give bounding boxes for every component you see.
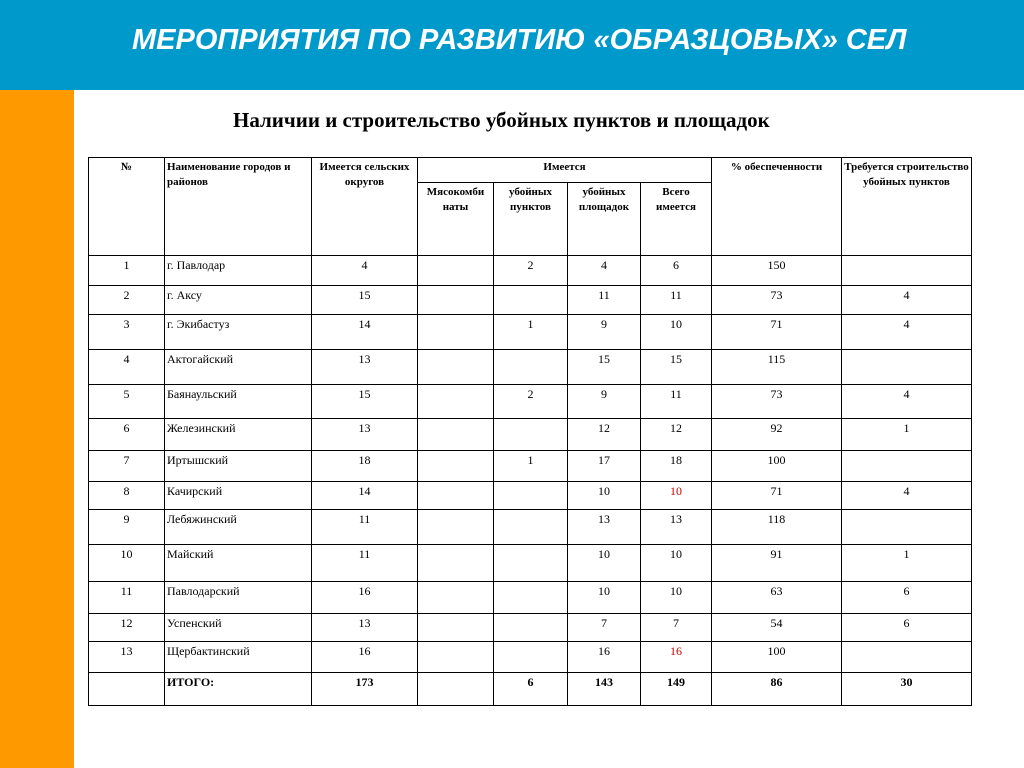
total-districts: 173 [312, 673, 418, 706]
cell-required: 4 [842, 482, 972, 510]
cell-name: Железинский [165, 419, 312, 451]
cell-total: 10 [641, 545, 712, 582]
cell-name: Иртышский [165, 451, 312, 482]
cell-num: 10 [89, 545, 165, 582]
cell-sites: 10 [568, 545, 641, 582]
cell-percent: 73 [712, 286, 842, 315]
cell-sites: 7 [568, 614, 641, 642]
cell-required [842, 256, 972, 286]
cell-name: Майский [165, 545, 312, 582]
total-total: 149 [641, 673, 712, 706]
cell-name: Актогайский [165, 350, 312, 385]
table-row [89, 286, 972, 315]
header-points: убойных пунктов [494, 183, 568, 256]
cell-districts: 14 [312, 315, 418, 350]
total-num [89, 673, 165, 706]
cell-districts: 13 [312, 419, 418, 451]
cell-points: 1 [494, 315, 568, 350]
cell-percent: 100 [712, 642, 842, 673]
cell-required: 1 [842, 419, 972, 451]
total-points: 6 [494, 673, 568, 706]
cell-districts: 18 [312, 451, 418, 482]
cell-name: Баянаульский [165, 385, 312, 419]
cell-required: 1 [842, 545, 972, 582]
cell-meat [418, 419, 494, 451]
cell-points [494, 286, 568, 315]
cell-total: 11 [641, 286, 712, 315]
header-total: Всего имеется [641, 183, 712, 256]
table-row [89, 545, 972, 582]
cell-meat [418, 385, 494, 419]
cell-total: 10 [641, 582, 712, 614]
cell-total: 7 [641, 614, 712, 642]
cell-sites: 15 [568, 350, 641, 385]
header-name: Наименование городов и районов [165, 158, 312, 256]
cell-percent: 71 [712, 482, 842, 510]
cell-percent: 54 [712, 614, 842, 642]
cell-num: 7 [89, 451, 165, 482]
cell-meat [418, 642, 494, 673]
cell-points: 1 [494, 451, 568, 482]
cell-meat [418, 510, 494, 545]
cell-required [842, 510, 972, 545]
cell-points [494, 510, 568, 545]
cell-sites: 13 [568, 510, 641, 545]
cell-points [494, 642, 568, 673]
cell-sites: 16 [568, 642, 641, 673]
cell-points [494, 482, 568, 510]
cell-percent: 115 [712, 350, 842, 385]
cell-meat [418, 315, 494, 350]
cell-name: Качирский [165, 482, 312, 510]
table-row [89, 642, 972, 673]
cell-required [842, 642, 972, 673]
cell-districts: 16 [312, 582, 418, 614]
cell-districts: 15 [312, 385, 418, 419]
cell-points: 2 [494, 385, 568, 419]
table-row [89, 482, 972, 510]
cell-sites: 9 [568, 385, 641, 419]
cell-percent: 100 [712, 451, 842, 482]
cell-percent: 92 [712, 419, 842, 451]
cell-sites: 9 [568, 315, 641, 350]
cell-num: 12 [89, 614, 165, 642]
side-stripe [0, 90, 74, 768]
table-row [89, 451, 972, 482]
cell-total: 16 [641, 642, 712, 673]
table-row [89, 315, 972, 350]
cell-sites: 12 [568, 419, 641, 451]
cell-percent: 118 [712, 510, 842, 545]
cell-percent: 91 [712, 545, 842, 582]
cell-districts: 16 [312, 642, 418, 673]
cell-districts: 13 [312, 614, 418, 642]
cell-required [842, 451, 972, 482]
cell-meat [418, 286, 494, 315]
cell-sites: 10 [568, 482, 641, 510]
cell-percent: 73 [712, 385, 842, 419]
cell-total: 10 [641, 315, 712, 350]
cell-name: Щербактинский [165, 642, 312, 673]
cell-required: 4 [842, 286, 972, 315]
cell-sites: 17 [568, 451, 641, 482]
cell-districts: 14 [312, 482, 418, 510]
cell-meat [418, 482, 494, 510]
cell-total: 12 [641, 419, 712, 451]
table-row [89, 582, 972, 614]
cell-num: 11 [89, 582, 165, 614]
cell-total: 6 [641, 256, 712, 286]
cell-num: 9 [89, 510, 165, 545]
cell-name: г. Павлодар [165, 256, 312, 286]
header-meat: Мясокомби наты [418, 183, 494, 256]
table-row [89, 510, 972, 545]
table-row [89, 350, 972, 385]
cell-districts: 15 [312, 286, 418, 315]
header-num: № [89, 158, 165, 256]
cell-total: 18 [641, 451, 712, 482]
cell-required [842, 350, 972, 385]
cell-num: 8 [89, 482, 165, 510]
cell-sites: 10 [568, 582, 641, 614]
table-subtitle: Наличии и строительство убойных пунктов и площадок [233, 108, 770, 132]
cell-districts: 13 [312, 350, 418, 385]
cell-total: 10 [641, 482, 712, 510]
cell-num: 13 [89, 642, 165, 673]
cell-meat [418, 256, 494, 286]
cell-num: 2 [89, 286, 165, 315]
cell-total: 15 [641, 350, 712, 385]
cell-total: 13 [641, 510, 712, 545]
cell-sites: 11 [568, 286, 641, 315]
cell-num: 6 [89, 419, 165, 451]
cell-num: 3 [89, 315, 165, 350]
header-percent: % обеспеченности [712, 158, 842, 256]
cell-meat [418, 451, 494, 482]
table-row [89, 614, 972, 642]
total-percent: 86 [712, 673, 842, 706]
cell-name: Павлодарский [165, 582, 312, 614]
cell-points [494, 614, 568, 642]
cell-name: г. Экибастуз [165, 315, 312, 350]
cell-num: 1 [89, 256, 165, 286]
cell-points [494, 582, 568, 614]
cell-percent: 71 [712, 315, 842, 350]
cell-meat [418, 582, 494, 614]
total-required: 30 [842, 673, 972, 706]
table-row [89, 385, 972, 419]
cell-num: 5 [89, 385, 165, 419]
cell-required: 6 [842, 582, 972, 614]
total-meat [418, 673, 494, 706]
slaughter-table [88, 157, 972, 706]
table-row [89, 256, 972, 286]
cell-districts: 11 [312, 545, 418, 582]
cell-meat [418, 545, 494, 582]
header-sites: убойных площадок [568, 183, 641, 256]
cell-required: 6 [842, 614, 972, 642]
table-row [89, 419, 972, 451]
cell-name: Успенский [165, 614, 312, 642]
cell-percent: 150 [712, 256, 842, 286]
cell-name: г. Аксу [165, 286, 312, 315]
cell-districts: 11 [312, 510, 418, 545]
slide-title: МЕРОПРИЯТИЯ ПО РАЗВИТИЮ «ОБРАЗЦОВЫХ» СЕЛ [132, 24, 907, 56]
cell-points: 2 [494, 256, 568, 286]
cell-meat [418, 350, 494, 385]
header-districts: Имеется сельских округов [312, 158, 418, 256]
cell-name: Лебяжинский [165, 510, 312, 545]
cell-required: 4 [842, 315, 972, 350]
cell-points [494, 545, 568, 582]
header-required: Требуется строительство убойных пунктов [842, 158, 972, 256]
cell-points [494, 350, 568, 385]
total-sites: 143 [568, 673, 641, 706]
total-label: ИТОГО: [165, 673, 312, 706]
cell-districts: 4 [312, 256, 418, 286]
cell-total: 11 [641, 385, 712, 419]
cell-num: 4 [89, 350, 165, 385]
cell-meat [418, 614, 494, 642]
totals-row [89, 673, 972, 706]
cell-points [494, 419, 568, 451]
cell-percent: 63 [712, 582, 842, 614]
cell-required: 4 [842, 385, 972, 419]
header-available: Имеется [418, 158, 712, 183]
cell-sites: 4 [568, 256, 641, 286]
